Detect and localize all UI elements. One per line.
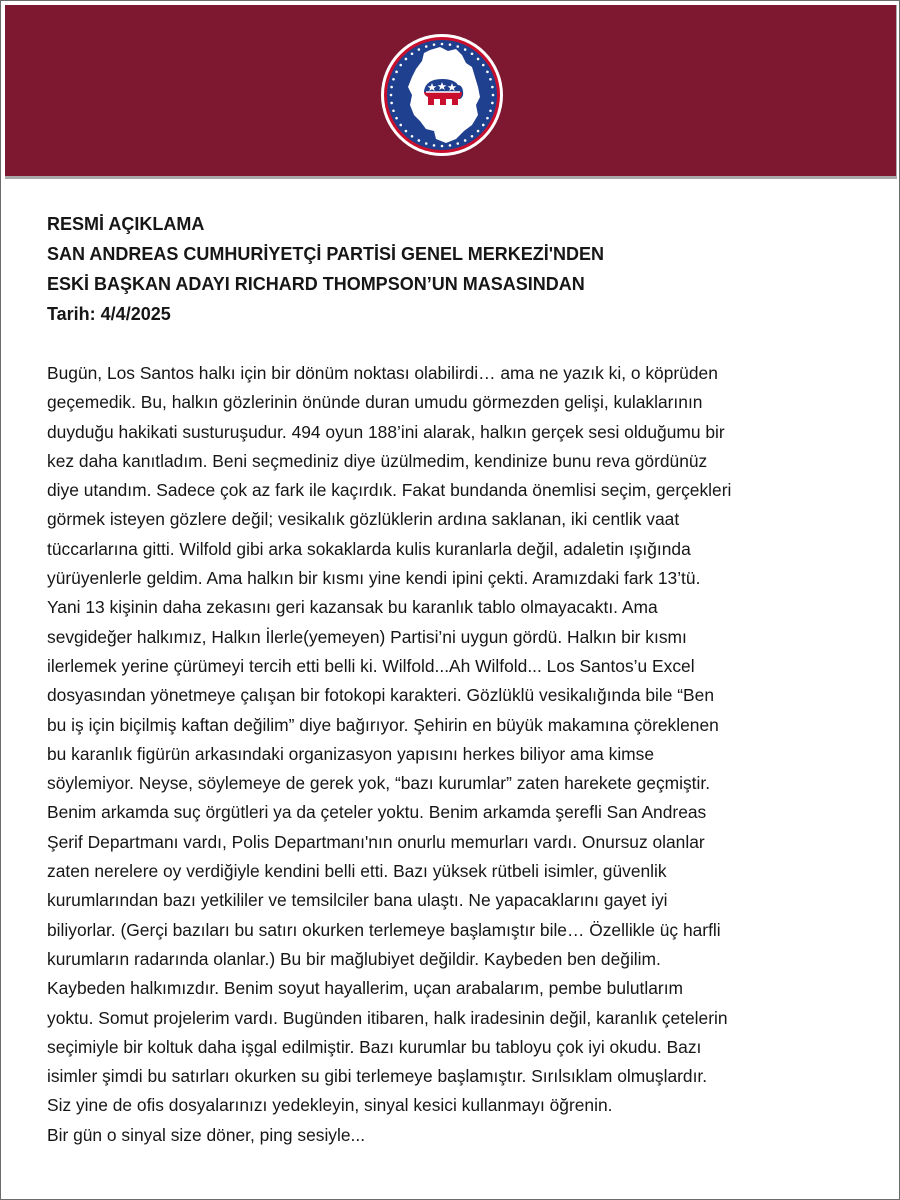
issuing-office: SAN ANDREAS CUMHURİYETÇİ PARTİSİ GENEL MERKEZİ'NDEN [47,244,604,264]
header-banner [5,5,897,179]
body-line: kurumların radarında olanlar.) Bu bir mağlubiyet değildir. Kaybeden ben değilim. [47,948,661,969]
body-line: Yani 13 kişinin daha zekasını geri kazansak bu karanlık tablo olmayacaktı. Ama [47,597,658,618]
body-line: söylemiyor. Neyse, söylemeye de gerek yok, “bazı kurumlar” zaten harekete geçmiştir. [47,773,711,794]
body-line: geçemedik. Bu, halkın gözlerinin önünde duran umudu görmezden gelişi, kulaklarının [47,392,703,413]
body-line: Kaybeden halkımızdır. Benim soyut hayallerim, uçan arabalarım, pembe bulutlarım [47,978,684,999]
body-line: seçimiyle bir koltuk daha işgal edilmiştir. Bazı kurumlar bu tabloyu çok iyi okudu. Bazı [47,1036,702,1057]
statement-date: Tarih: 4/4/2025 [47,304,171,324]
body-line: dosyasından yönetmeye çalışan bir fotokopi karakteri. Gözlüklü vesikalığında bile “Ben [47,685,715,706]
body-line: diye utandım. Sadece çok az fark ile kaçırdık. Fakat bundanda önemlisi seçim, gerçekleri [47,480,732,501]
author-desk: ESKİ BAŞKAN ADAYI RICHARD THOMPSON’UN MASASINDAN [47,274,585,294]
body-line: yürüyenlerle geldim. Ama halkın bir kısmı yine kendi ipini çekti. Aramızdaki fark 13’tü. [47,568,701,589]
body-line: Siz yine de ofis dosyalarınızı yedekleyin, sinyal kesici kullanmayı öğrenin. [47,1095,613,1116]
body-line: kurumlarından bazı yetkililer ve temsilciler bana ulaştı. Ne yapacaklarını gayet iyi [47,890,668,911]
body-line: görmek isteyen gözlere değil; vesikalık gözlüklerin ardına saklanan, iki centlik vaat [47,509,680,530]
republican-elephant-seal-icon [380,33,504,157]
body-line: isimler şimdi bu satırları okurken su gibi terlemeye başlamıştır. Sırılsıklam olmuşlardır. [47,1066,708,1087]
body-line: Bir gün o sinyal size döner, ping sesiyle... [47,1124,366,1145]
body-line: Şerif Departmanı vardı, Polis Departmanı'nın onurlu memurları vardı. Onursuz olanlar [47,831,705,852]
statement-content [47,209,847,1150]
body-line: tüccarlarına gitti. Wilfold gibi arka sokaklarda kulis kuranlarla değil, adaletin ışığında [47,538,691,559]
body-line: ilerlemek yerine çürümeyi tercih etti belli ki. Wilfold...Ah Wilfold... Los Santos’u Excel [47,655,695,676]
body-line: kez daha kanıtladım. Beni seçmediniz diye üzülmedim, kendinize bunu reva gördünüz [47,450,708,471]
body-line: Benim arkamda suç örgütleri ya da çeteler yoktu. Benim arkamda şerefli San Andreas [47,802,707,823]
body-line: bu iş için biçilmiş kaftan değilim” diye bağırıyor. Şehirin en büyük makamına çöreklenen [47,714,719,735]
body-line: biliyorlar. (Gerçi bazıları bu satırı okurken terlemeye başlamıştır bile… Özellikle üç harfli [47,919,721,940]
body-line: bu karanlık figürün arkasındaki organizasyon yapısını herkes biliyor ama kimse [47,743,655,764]
body-line: zaten nerelere oy verdiğiyle kendini belli etti. Bazı yüksek rütbeli isimler, güvenlik [47,861,667,882]
body-line: yoktu. Somut projelerim vardı. Bugünden itibaren, halk iradesinin değil, karanlık çetelerin [47,1007,728,1028]
body-line: duyduğu hakikati susturuşudur. 494 oyun 188’ini alarak, halkın gerçek sesi olduğumu bir [47,421,725,442]
body-line: Bugün, Los Santos halkı için bir dönüm noktası olabilirdi… ama ne yazık ki, o köprüden [47,363,718,383]
body-line: sevgideğer halkımız, Halkın İlerle(yemeyen) Partisi’ni uygun gördü. Halkın bir kısmı [47,626,687,647]
statement-type: RESMİ AÇIKLAMA [47,214,205,234]
statement-body [47,359,847,1150]
